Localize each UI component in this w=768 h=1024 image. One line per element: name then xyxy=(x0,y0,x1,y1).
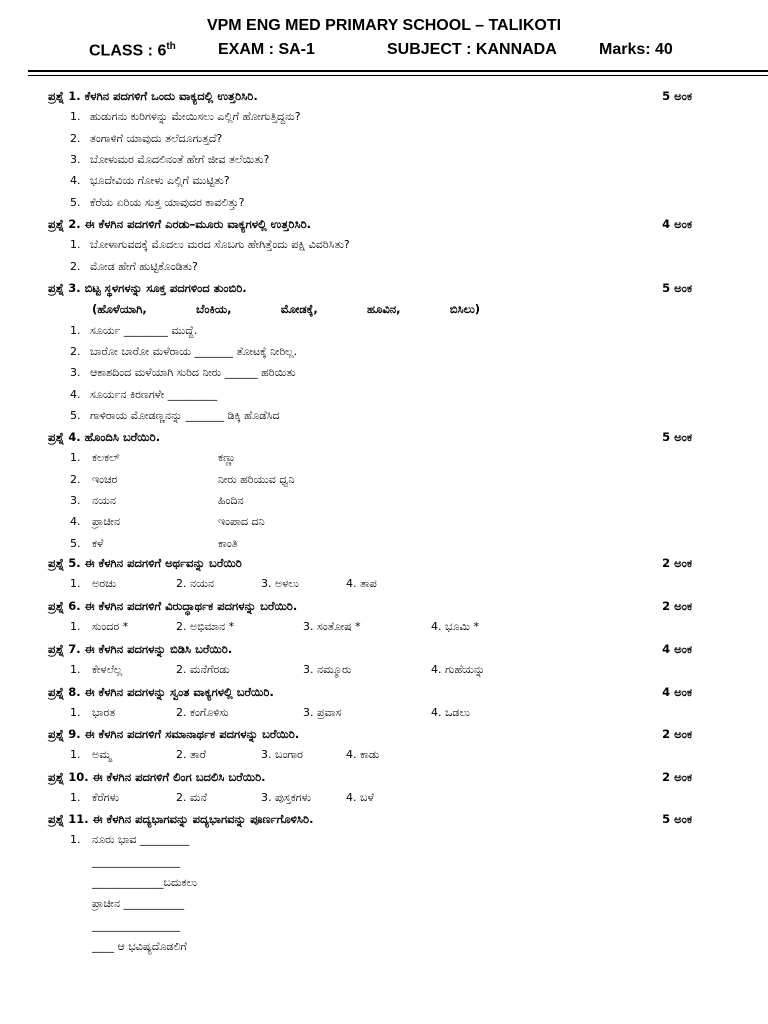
question-heading: ಪ್ರಶ್ನೆ 9. ಈ ಕೆಳಗಿನ ಪದಗಳಿಗೆ ಸಮಾನಾರ್ಥಕ ಪದಗಳನ್ನು ಬರೆಯಿರಿ. xyxy=(48,727,300,741)
row-word: 4. ಗುಹೆಯನ್ನು xyxy=(431,663,486,677)
row-number: 1. xyxy=(70,620,81,634)
match-left-word: ಇಂಚರ xyxy=(92,472,118,486)
row-word: ಅರಚು xyxy=(92,577,117,591)
item-text: ಮೋಡ ಹೇಗೆ ಹುಟ್ಟಿಕೊಂಡಿತು? xyxy=(90,259,198,273)
match-number: 2. xyxy=(70,472,81,486)
question-marks: 4 ಅಂಕ xyxy=(662,642,692,656)
item-text: ಭೂದೇವಿಯ ಗೋಳು ಎಲ್ಲಿಗೆ ಮುಟ್ಟಿತು? xyxy=(90,174,230,188)
item-number: 2. xyxy=(70,131,81,145)
item-text: ಗಾಳಿರಾಯ ಮೋಡಣ್ಣನನ್ನು _______ ಡಿಕ್ಕಿ ಹೊಡೆಸಿದ xyxy=(90,408,280,422)
class-superscript: th xyxy=(166,41,176,52)
item-number: 2. xyxy=(70,344,81,358)
question-marks: 5 ಅಂಕ xyxy=(662,281,692,295)
question-item xyxy=(70,110,301,124)
item-number: 5. xyxy=(70,195,81,209)
question-heading: ಪ್ರಶ್ನೆ 5. ಈ ಕೆಳಗಿನ ಪದಗಳಿಗೆ ಅರ್ಥವನ್ನು ಬರೆಯಿರಿ xyxy=(48,556,242,570)
question-marks: 5 ಅಂಕ xyxy=(662,430,692,444)
row-word: 3. ಪುಸ್ತಕಗಳು xyxy=(261,791,312,805)
match-right-word: ಹಿಂದಿನ xyxy=(218,493,244,507)
item-number: 4. xyxy=(70,387,81,401)
match-left-word: ಕಳೆ xyxy=(92,536,104,550)
question-heading: ಪ್ರಶ್ನೆ 3. ಬಿಟ್ಟ ಸ್ಥಳಗಳನ್ನು ಸೂಕ್ತ ಪದಗಳಿಂದ ತುಂಬಿರಿ. xyxy=(48,281,247,295)
item-number: 5. xyxy=(70,408,81,422)
item-text: ಆಕಾಶದಿಂದ ಮಳೆಯಾಗಿ ಸುರಿದ ನೀರು ______ ಹರಿಯಿತು xyxy=(90,366,296,380)
question-item xyxy=(70,132,222,146)
question-item xyxy=(70,238,350,252)
question-marks: 4 ಅಂಕ xyxy=(662,217,692,231)
question-heading: ಪ್ರಶ್ನೆ 8. ಈ ಕೆಳಗಿನ ಪದಗಳನ್ನು ಸ್ವಂತ ವಾಕ್ಯಗಳಲ್ಲಿ ಬರೆಯಿರಿ. xyxy=(48,685,274,699)
question-heading: ಪ್ರಶ್ನೆ 11. ಈ ಕೆಳಗಿನ ಪದ್ಯಭಾಗವನ್ನು ಪದ್ಯಭಾಗವನ್ನು ಪೂರ್ಣಗೊಳಿಸಿರಿ. xyxy=(48,812,314,826)
subject-label: SUBJECT : KANNADA xyxy=(387,41,557,58)
word-option: ಬೆಂಕಿಯ, xyxy=(196,302,232,317)
item-number: 1. xyxy=(70,238,81,252)
word-option: ಹೂವಿನ, xyxy=(367,302,401,317)
item-number: 2. xyxy=(70,259,81,273)
question-marks: 4 ಅಂಕ xyxy=(662,685,692,699)
match-number: 3. xyxy=(70,493,81,507)
row-number: 1. xyxy=(70,577,81,591)
question-item xyxy=(70,388,217,402)
match-right-word: ಕಾಂತಿ xyxy=(218,536,238,550)
match-left-word: ಪ್ರಾಚೀನ xyxy=(92,515,121,529)
question-item xyxy=(70,324,197,338)
word-option: ಮೋಡಕ್ಕೆ, xyxy=(280,302,318,317)
item-text: ಬೋಳುಮರ ಮೊದಲಿನಂತೆ ಹೇಗೆ ಜೀವ ತಲೆಯಿತು? xyxy=(90,152,270,166)
question-heading: ಪ್ರಶ್ನೆ 10. ಈ ಕೆಳಗಿನ ಪದಗಳಿಗೆ ಲಿಂಗ ಬದಲಿಸಿ ಬರೆಯಿರಿ. xyxy=(48,770,266,784)
row-word: ಭಾರತ xyxy=(92,706,116,720)
item-text: ಬೋಳಾಗುವದಕ್ಕೆ ಮೊದಲು ಮರದ ಸೊಬಗು ಹೇಗಿತ್ತೆಂದು ಪಕ್ಷಿ ವಿವರಿಸಿತು? xyxy=(90,238,350,252)
row-number: 1. xyxy=(70,706,81,720)
school-title: VPM ENG MED PRIMARY SCHOOL – TALIKOTI xyxy=(206,17,562,34)
poem-number: 1. xyxy=(70,833,81,847)
question-marks: 2 ಅಂಕ xyxy=(662,727,692,741)
match-left-word: ಕಲಕಲ್ xyxy=(92,451,120,465)
row-word: 2. ಮನೆಗೆರಡು xyxy=(176,663,230,677)
row-word: ಕೇಳಲೆಲ್ಲ xyxy=(92,663,123,677)
item-text: ಕೆರೆಯ ಏರಿಯ ಸುತ್ತ ಯಾವುದರ ಕಾವಲಿತ್ತು? xyxy=(90,195,245,209)
word-option: (ಹೊಳೆಯಾಗಿ, xyxy=(92,302,147,317)
question-marks: 5 ಅಂಕ xyxy=(662,812,692,826)
match-number: 4. xyxy=(70,515,81,529)
question-heading: ಪ್ರಶ್ನೆ 7. ಈ ಕೆಳಗಿನ ಪದಗಳನ್ನು ಬಿಡಿಸಿ ಬರೆಯಿರಿ. xyxy=(48,642,233,656)
marks-label: Marks: 40 xyxy=(599,41,673,58)
question-item xyxy=(70,196,244,210)
word-option: ಬಿಸಿಲು) xyxy=(449,302,480,317)
row-word: ಕೆರೆಗಳು xyxy=(92,791,120,805)
match-left-word: ನಯನ xyxy=(92,493,117,507)
match-number: 1. xyxy=(70,451,81,465)
item-text: ಸೂರ್ಯ ________ ಮುದ್ದೆ. xyxy=(90,323,198,337)
item-number: 1. xyxy=(70,110,81,124)
row-word: 2. ಮನೆ xyxy=(176,791,208,805)
row-word: 3. ಅಳಲು xyxy=(261,577,299,591)
word-options xyxy=(92,302,480,316)
question-heading: ಪ್ರಶ್ನೆ 2. ಈ ಕೆಳಗಿನ ಪದಗಳಿಗೆ ಎರಡು–ಮೂರು ವಾಕ್ಯಗಳಲ್ಲಿ ಉತ್ತರಿಸಿರಿ. xyxy=(48,217,312,231)
row-word: 2. ಅಭಿಮಾನ * xyxy=(176,620,235,634)
match-number: 5. xyxy=(70,536,81,550)
question-item xyxy=(70,174,230,188)
row-number: 1. xyxy=(70,663,81,677)
row-word: 3. ಸಂತೋಷ * xyxy=(303,620,361,634)
question-heading: ಪ್ರಶ್ನೆ 4. ಹೊಂದಿಸಿ ಬರೆಯಿರಿ. xyxy=(48,430,161,444)
match-right-word: ನೀರು ಹರಿಯುವ ಧ್ವನಿ xyxy=(218,472,295,486)
row-word: ಸುಂದರ * xyxy=(92,620,129,634)
item-text: ಬಾರೋ ಬಾರೋ ಮಳೆರಾಯ _______ ತೋಟಕ್ಕೆ ನೀರಿಲ್ಲ. xyxy=(90,344,298,358)
item-number: 1. xyxy=(70,323,81,337)
match-right-word: ಕಣ್ಣು xyxy=(218,451,236,465)
poem-line: ಪ್ರಾಚೀನ ___________ xyxy=(92,897,185,911)
row-word: 4. ಭೂಮಿ * xyxy=(431,620,480,634)
item-number: 4. xyxy=(70,174,81,188)
question-marks: 2 ಅಂಕ xyxy=(662,599,692,613)
poem-line: ನೂರು ಭಾವ _________ xyxy=(92,833,190,847)
poem-line: _____________ಬದುಕಲು xyxy=(92,875,198,889)
row-word: 4. ಬಳೆ xyxy=(346,791,374,805)
question-marks: 2 ಅಂಕ xyxy=(662,770,692,784)
poem-line: ________________ xyxy=(92,854,180,868)
row-word: 4. ಕಾಡು xyxy=(346,748,380,762)
row-word: 2. ಕಂಗೊಳಿಸು xyxy=(176,706,229,720)
row-word: 4. ಒಡಲು xyxy=(431,706,471,720)
item-text: ಹುಡುಗನು ಕುರಿಗಳನ್ನು ಮೇಯಿಸಲು ಎಲ್ಲಿಗೆ ಹೋಗುತ್ತಿದ್ದನು? xyxy=(90,110,301,124)
row-word: 4. ತಾಪ xyxy=(346,577,377,591)
poem-line: ________________ xyxy=(92,918,180,932)
row-word: 2. ನಯನ xyxy=(176,577,215,591)
poem-line: ____ ಆ ಭವಿಷ್ಯದೊಡಲಿಗೆ xyxy=(92,939,187,953)
match-right-word: ಇಂಪಾದ ದನಿ xyxy=(218,515,265,529)
question-item xyxy=(70,409,280,423)
question-item xyxy=(70,260,198,274)
question-item xyxy=(70,153,269,167)
item-text: ಸೂರ್ಯನ ಕಿರಣಗಳೇ _________ xyxy=(90,387,218,401)
row-word: 3. ನಮ್ಮೂರು xyxy=(303,663,352,677)
row-word: 2. ತಾರೆ xyxy=(176,748,206,762)
question-item xyxy=(70,345,297,359)
question-heading: ಪ್ರಶ್ನೆ 6. ಈ ಕೆಳಗಿನ ಪದಗಳಿಗೆ ವಿರುದ್ಧಾರ್ಥಕ ಪದಗಳನ್ನು ಬರೆಯಿರಿ. xyxy=(48,599,298,613)
row-word: 3. ಬಂಗಾರ xyxy=(261,748,303,762)
question-item xyxy=(70,366,296,380)
row-word: ಅಮ್ಮ xyxy=(92,748,112,762)
row-word: 3. ಪ್ರವಾಸ xyxy=(303,706,342,720)
question-marks: 2 ಅಂಕ xyxy=(662,556,692,570)
item-text: ತಂಗಾಳಿಗೆ ಯಾವುದು ತಲೆದೂಗುತ್ತದೆ? xyxy=(90,131,223,145)
exam-label: EXAM : SA-1 xyxy=(218,41,315,58)
row-number: 1. xyxy=(70,791,81,805)
item-number: 3. xyxy=(70,366,81,380)
question-heading: ಪ್ರಶ್ನೆ 1. ಕೆಳಗಿನ ಪದಗಳಿಗೆ ಒಂದು ವಾಕ್ಯದಲ್ಲಿ ಉತ್ತರಿಸಿರಿ. xyxy=(48,89,258,103)
item-number: 3. xyxy=(70,152,81,166)
question-marks: 5 ಅಂಕ xyxy=(662,89,692,103)
class-text: CLASS : 6 xyxy=(89,42,167,60)
row-number: 1. xyxy=(70,748,81,762)
